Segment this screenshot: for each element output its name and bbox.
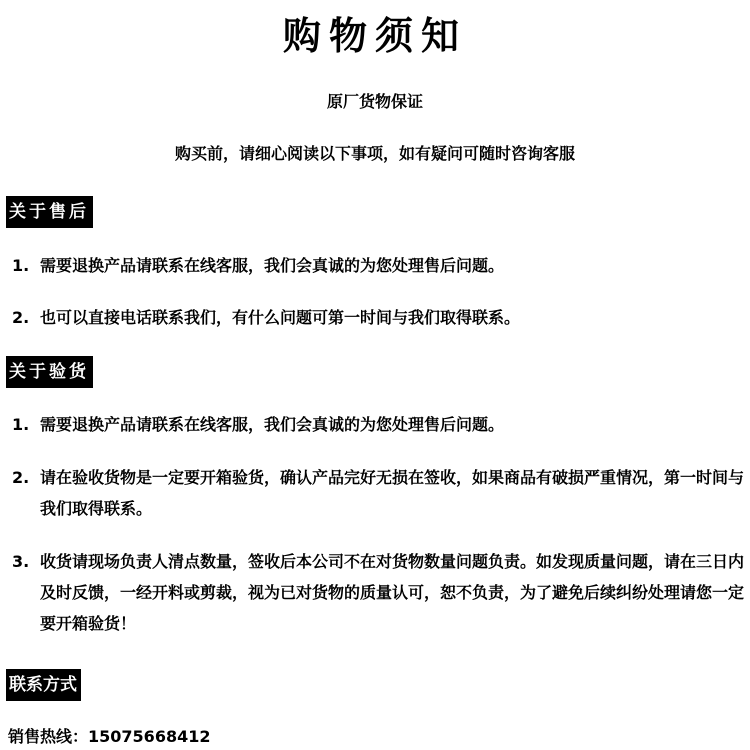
item-text: 需要退换产品请联系在线客服，我们会真诚的为您处理售后问题。 [40, 415, 505, 434]
list-item [12, 462, 744, 524]
item-text: 需要退换产品请联系在线客服，我们会真诚的为您处理售后问题。 [40, 256, 505, 275]
section-header-contact: 联系方式 [6, 669, 81, 701]
page-title: 购物须知 [282, 14, 467, 58]
item-number: 3. [12, 552, 30, 571]
hotline-label: 销售热线： [8, 727, 89, 746]
section-header-inspection: 关于验货 [6, 356, 93, 388]
item-number: 1. [12, 256, 30, 275]
item-number: 1. [12, 415, 30, 434]
list-item [12, 546, 744, 639]
sales-hotline [8, 724, 210, 750]
list-item [12, 409, 744, 440]
item-text: 也可以直接电话联系我们，有什么问题可第一时间与我们取得联系。 [40, 308, 521, 327]
list-item [12, 302, 744, 333]
notice-text: 购买前，请细心阅读以下事项，如有疑问可随时咨询客服 [174, 144, 575, 163]
item-number: 2. [12, 308, 30, 327]
subtitle: 原厂货物保证 [326, 92, 423, 111]
section-header-after-sales: 关于售后 [6, 196, 93, 228]
item-number: 2. [12, 468, 30, 487]
list-item [12, 250, 744, 281]
item-text: 请在验收货物是一定要开箱验货，确认产品完好无损在签收，如果商品有破损严重情况，第一时间与我们取得联系。 [40, 468, 745, 518]
item-text: 收货请现场负责人清点数量，签收后本公司不在对货物数量问题负责。如发现质量问题，请在三日内及时反馈，一经开料或剪裁，视为已对货物的质量认可，恕不负责，为了避免后续纠纷处理请您一定要开箱验货！ [40, 552, 745, 633]
hotline-number: 15075668412 [88, 727, 211, 746]
